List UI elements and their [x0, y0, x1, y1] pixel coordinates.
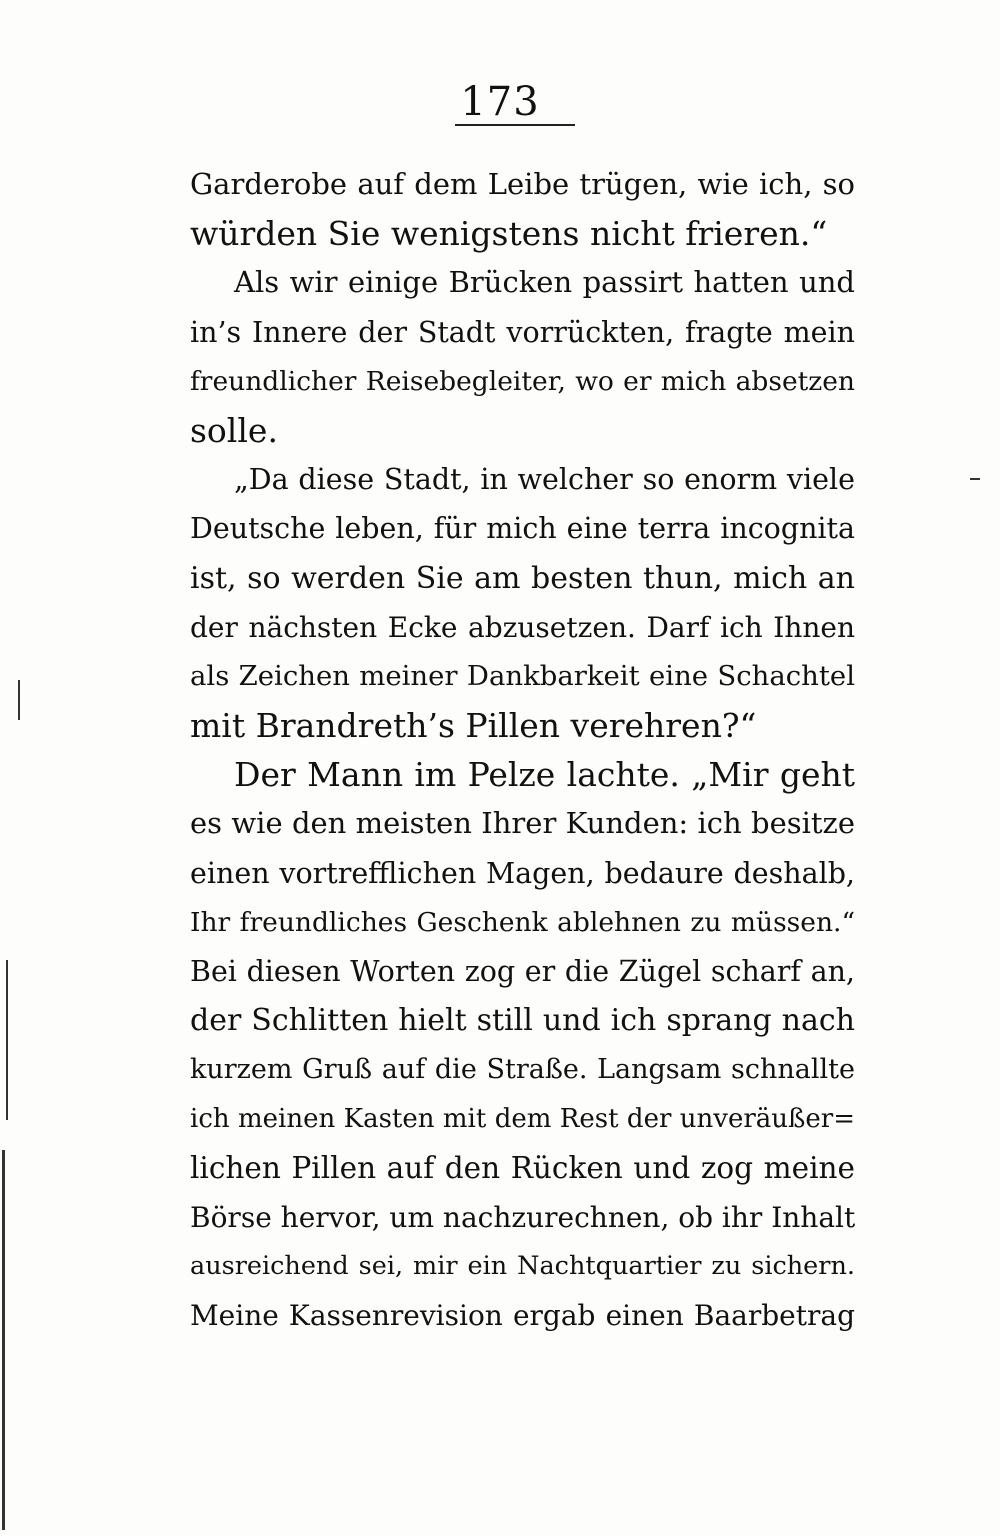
text-line: der Schlitten hielt still und ich sprang nach: [190, 1003, 855, 1039]
text-line: ist, so werden Sie am besten thun, mich an: [190, 560, 855, 596]
text-line: ausreichend sei, mir ein Nachtquartier zu sichern.: [190, 1251, 855, 1282]
text-line: es wie den meisten Ihrer Kunden: ich besitze: [190, 806, 855, 841]
scan-edge-mark: [2, 1150, 5, 1530]
text-line: freundlicher Reisebegleiter, wo er mich absetzen: [190, 365, 855, 397]
text-line: in’s Innere der Stadt vorrückten, fragte mein: [190, 315, 855, 349]
text-line: „Da diese Stadt, in welcher so enorm viele: [234, 463, 855, 497]
text-line: mit Brandreth’s Pillen verehren?“: [190, 706, 757, 746]
text-line: Als wir einige Brücken passirt hatten und: [234, 265, 855, 300]
text-line: Garderobe auf dem Leibe trügen, wie ich, so: [190, 167, 855, 201]
scan-edge-mark: [6, 960, 8, 1120]
text-line: kurzem Gruß auf die Straße. Langsam schnallte: [190, 1054, 855, 1086]
header-rule: [455, 124, 575, 126]
text-line: solle.: [190, 410, 278, 450]
text-line: würden Sie wenigstens nicht frieren.“: [190, 214, 828, 254]
text-line: Börse hervor, um nachzurechnen, ob ihr Inhalt: [190, 1200, 855, 1234]
page-number: 173: [460, 79, 540, 125]
text-line: ich meinen Kasten mit dem Rest der unveräußer=: [190, 1103, 855, 1134]
text-line: einen vortrefflichen Magen, bedaure deshalb,: [190, 856, 855, 890]
text-line: Bei diesen Worten zog er die Zügel scharf an,: [190, 955, 855, 988]
text-line: Ihr freundliches Geschenk ablehnen zu müssen.“: [190, 906, 855, 938]
text-line: lichen Pillen auf den Rücken und zog meine: [190, 1150, 855, 1185]
scan-dash-mark: [970, 478, 980, 480]
text-line: Meine Kassenrevision ergab einen Baarbetrag: [190, 1299, 855, 1333]
text-line: Der Mann im Pelze lachte. „Mir geht: [234, 755, 855, 795]
body-text: [190, 160, 855, 1341]
scan-edge-mark: [18, 680, 20, 720]
text-line: als Zeichen meiner Dankbarkeit eine Schachtel: [190, 659, 855, 692]
text-line: Deutsche leben, für mich eine terra incognita: [190, 512, 855, 546]
text-line: der nächsten Ecke abzusetzen. Darf ich Ihnen: [190, 610, 855, 644]
